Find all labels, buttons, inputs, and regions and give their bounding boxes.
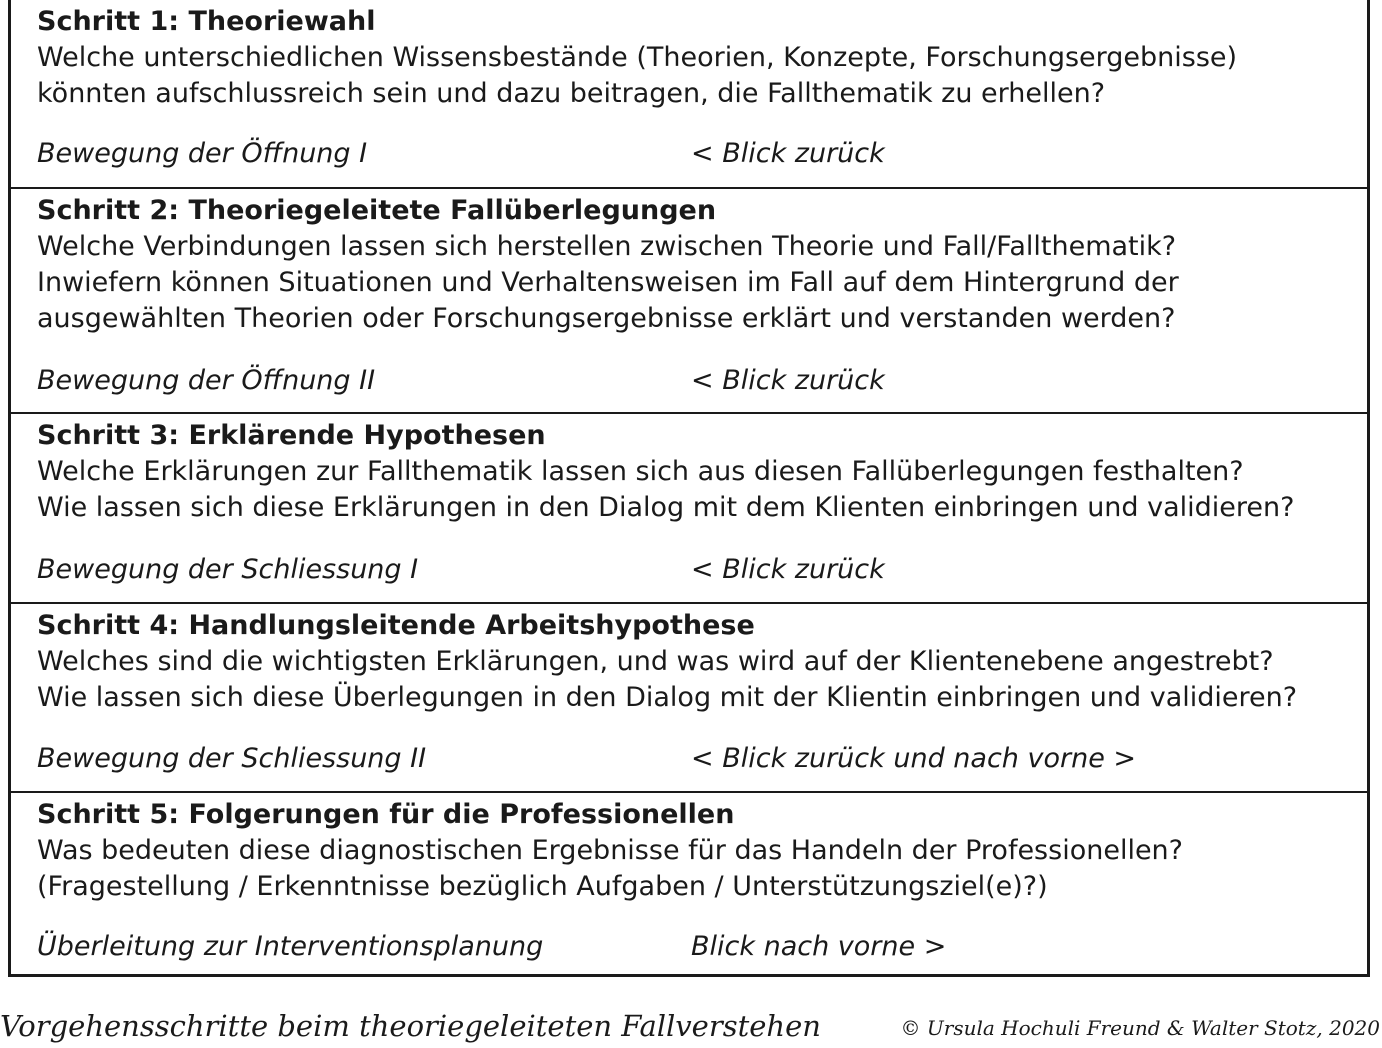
step-5-title: Schritt 5: Folgerungen für die Professionellen [37, 799, 735, 830]
step-3-movement: Bewegung der Schliessung I [37, 554, 419, 585]
figure-caption: Vorgehensschritte beim theoriegeleiteten Fallverstehen [0, 1009, 821, 1043]
step-5-box [11, 791, 1367, 977]
step-2-perspective: < Blick zurück [691, 365, 885, 396]
step-1-perspective: < Blick zurück [691, 138, 885, 169]
step-4-questions [37, 644, 1297, 716]
step-3-box [11, 412, 1367, 603]
step-3-perspective: < Blick zurück [691, 554, 885, 585]
copyright-notice: © Ursula Hochuli Freund & Walter Stotz, 2020 [900, 1016, 1380, 1040]
step-2-box [11, 187, 1367, 413]
step-5-questions [37, 833, 1183, 905]
step-4-question-line: Welches sind die wichtigsten Erklärungen, und was wird auf der Klientenebene angestrebt? [37, 646, 1274, 677]
step-5-question-line: Was bedeuten diese diagnostischen Ergebnisse für das Handeln der Professionellen? [37, 835, 1183, 866]
step-2-title: Schritt 2: Theoriegeleitete Fallüberlegungen [37, 195, 717, 226]
step-5-question-line: (Fragestellung / Erkenntnisse bezüglich Aufgaben / Unterstützungsziel(e)?) [37, 871, 1048, 902]
step-3-question-line: Welche Erklärungen zur Fallthematik lassen sich aus diesen Fallüberlegungen festhalten? [37, 456, 1244, 487]
steps-table [8, 0, 1370, 977]
step-1-title: Schritt 1: Theoriewahl [37, 6, 376, 37]
step-5-movement: Überleitung zur Interventionsplanung [37, 931, 544, 962]
step-1-questions [37, 40, 1237, 112]
step-2-question-line: ausgewählten Theorien oder Forschungsergebnisse erklärt und verstanden werden? [37, 303, 1176, 334]
step-2-questions [37, 229, 1179, 337]
step-4-question-line: Wie lassen sich diese Überlegungen in den Dialog mit der Klientin einbringen und validieren? [37, 682, 1298, 713]
step-5-perspective: Blick nach vorne > [691, 931, 947, 962]
step-3-title: Schritt 3: Erklärende Hypothesen [37, 420, 546, 451]
step-1-box [11, 0, 1367, 188]
step-2-question-line: Welche Verbindungen lassen sich herstellen zwischen Theorie und Fall/Fallthematik? [37, 231, 1177, 262]
step-4-perspective: < Blick zurück und nach vorne > [691, 743, 1137, 774]
step-4-movement: Bewegung der Schliessung II [37, 743, 427, 774]
step-2-question-line: Inwiefern können Situationen und Verhaltensweisen im Fall auf dem Hintergrund der [37, 267, 1179, 298]
step-4-title: Schritt 4: Handlungsleitende Arbeitshypothese [37, 610, 755, 641]
step-4-box [11, 602, 1367, 792]
step-3-question-line: Wie lassen sich diese Erklärungen in den Dialog mit dem Klienten einbringen und validieren? [37, 492, 1295, 523]
step-1-question-line: Welche unterschiedlichen Wissensbestände (Theorien, Konzepte, Forschungsergebnisse) [37, 42, 1238, 73]
step-1-question-line: könnten aufschlussreich sein und dazu beitragen, die Fallthematik zu erhellen? [37, 78, 1106, 109]
step-2-movement: Bewegung der Öffnung II [37, 365, 376, 396]
step-1-movement: Bewegung der Öffnung I [37, 138, 368, 169]
step-3-questions [37, 454, 1294, 526]
